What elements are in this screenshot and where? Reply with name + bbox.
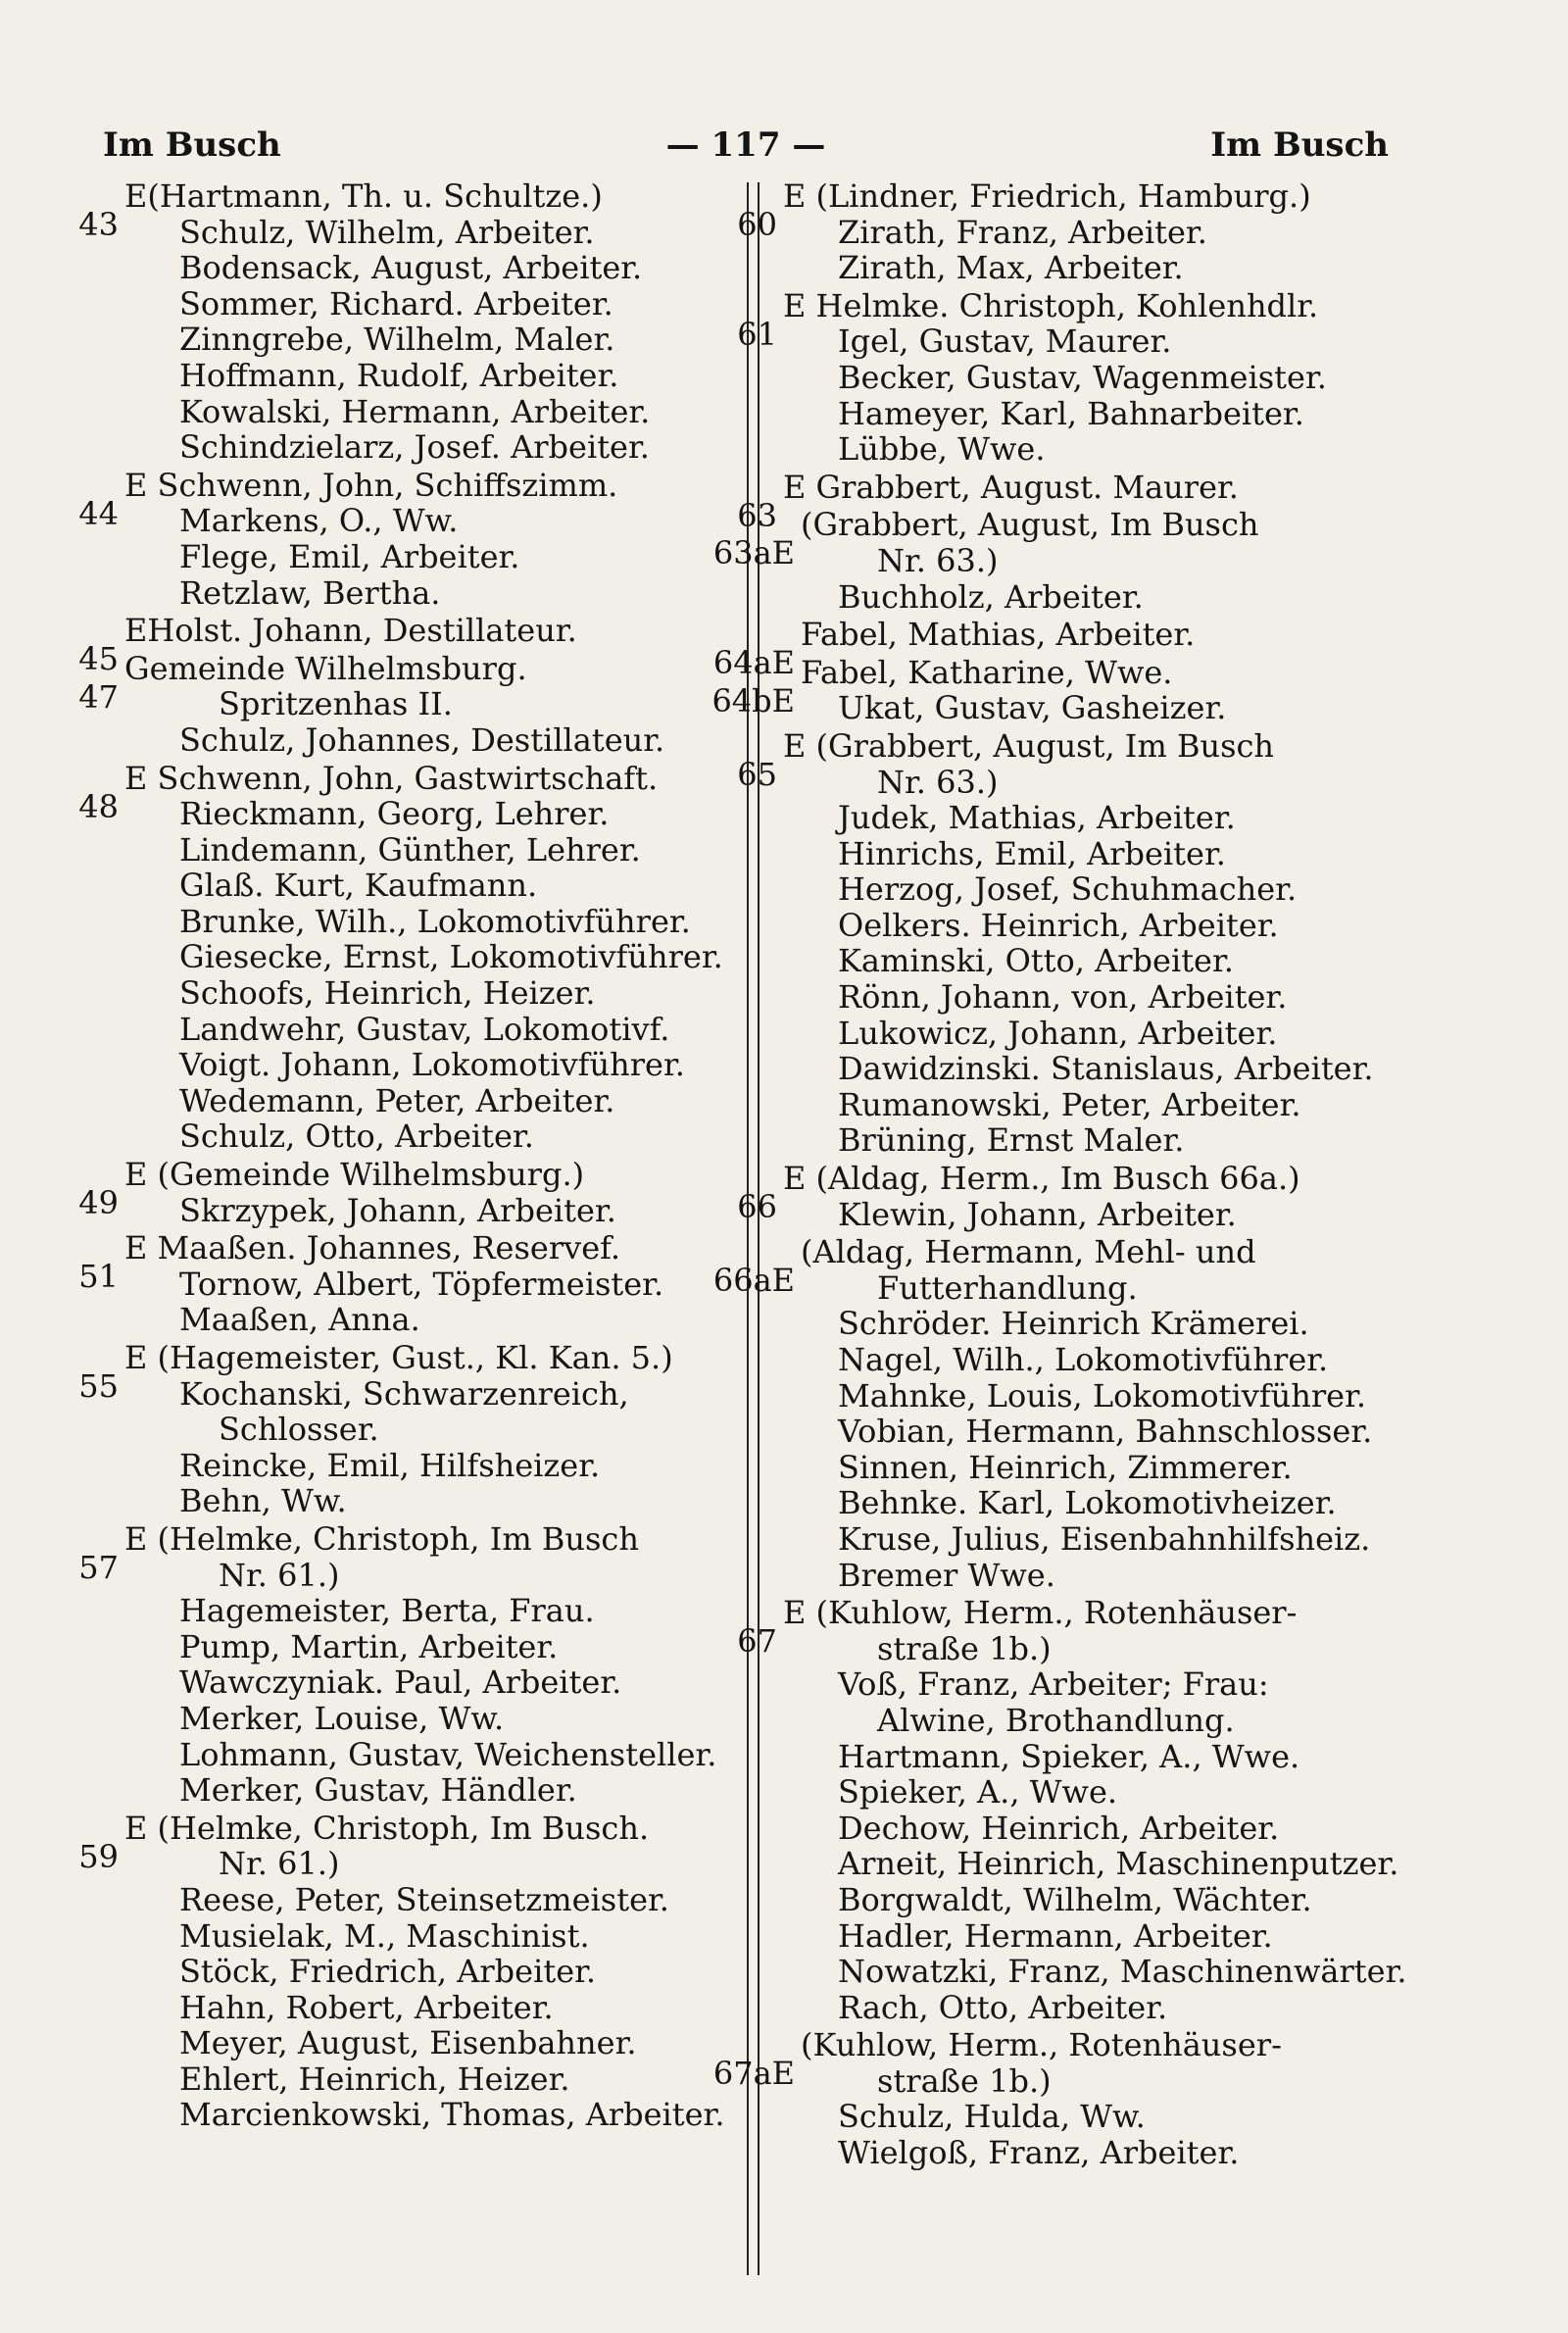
resident-entry: Ehlert, Heinrich, Heizer. xyxy=(179,2060,570,2098)
continuation-line: Nr. 61.) xyxy=(219,1556,340,1594)
resident-entry: Sommer, Richard. Arbeiter. xyxy=(179,284,613,323)
resident-entry: Bodensack, August, Arbeiter. xyxy=(179,249,643,287)
continuation-line: Schlosser. xyxy=(219,1411,379,1449)
owner-text: E (Hagemeister, Gust., Kl. Kan. 5.) xyxy=(124,1339,673,1376)
page-header xyxy=(103,116,1389,174)
resident-entry: Bremer Wwe. xyxy=(838,1556,1055,1594)
resident-entry: Dawidzinski. Stanislaus, Arbeiter. xyxy=(838,1050,1374,1088)
house-number: 55 xyxy=(78,1367,119,1405)
owner-text: Fabel, Mathias, Arbeiter. xyxy=(801,616,1196,654)
resident-entry: Rieckmann, Georg, Lehrer. xyxy=(179,795,610,833)
resident-entry: Hagemeister, Berta, Frau. xyxy=(179,1592,595,1630)
resident-entry: Lukowicz, Johann, Arbeiter. xyxy=(838,1014,1278,1052)
owner-text: E Grabbert, August. Maurer. xyxy=(783,468,1239,506)
house-number: 64aE xyxy=(712,644,795,682)
resident-entry: Vobian, Hermann, Bahnschlosser. xyxy=(838,1413,1373,1451)
owner-text: (Aldag, Hermann, Mehl- und xyxy=(801,1233,1256,1271)
resident-entry: Kowalski, Hermann, Arbeiter. xyxy=(179,392,651,430)
house-number: 64bE xyxy=(711,681,795,720)
continuation-line: Futterhandlung. xyxy=(877,1268,1138,1307)
continuation-line: Nr. 61.) xyxy=(219,1845,340,1883)
resident-entry: Behnke. Karl, Lokomotivheizer. xyxy=(838,1484,1337,1522)
resident-entry: Sinnen, Heinrich, Zimmerer. xyxy=(838,1448,1293,1486)
house-number: 57 xyxy=(78,1548,119,1586)
resident-entry: Landwehr, Gustav, Lokomotivf. xyxy=(179,1010,670,1048)
resident-entry: Glaß. Kurt, Kaufmann. xyxy=(179,867,538,905)
owner-text: (Kuhlow, Herm., Rotenhäuser- xyxy=(801,2026,1282,2064)
house-number: 47 xyxy=(78,677,119,716)
resident-entry: Schröder. Heinrich Krämerei. xyxy=(838,1305,1309,1343)
resident-entry: Kruse, Julius, Eisenbahnhilfsheiz. xyxy=(838,1519,1371,1558)
resident-entry: Maaßen, Anna. xyxy=(179,1301,420,1339)
resident-entry: Schulz, Johannes, Destillateur. xyxy=(179,720,665,759)
resident-entry: Voß, Franz, Arbeiter; Frau: xyxy=(838,1665,1269,1704)
resident-entry: Flege, Emil, Arbeiter. xyxy=(179,537,520,575)
left-column xyxy=(78,176,735,2134)
house-number: 66aE xyxy=(712,1262,795,1300)
resident-entry: Hinrichs, Emil, Arbeiter. xyxy=(838,834,1226,872)
resident-entry: Lohmann, Gustav, Weichensteller. xyxy=(179,1735,717,1773)
resident-entry: Schulz, Hulda, Ww. xyxy=(838,2098,1146,2136)
resident-entry: Kochanski, Schwarzenreich, xyxy=(179,1374,629,1413)
house-number: 61 xyxy=(737,315,777,353)
house-number: 49 xyxy=(78,1184,119,1222)
resident-entry: Merker, Gustav, Händler. xyxy=(179,1771,577,1810)
house-number: 63 xyxy=(737,496,777,534)
resident-entry: Schindzielarz, Josef. Arbeiter. xyxy=(179,428,650,467)
resident-entry: Schulz, Wilhelm, Arbeiter. xyxy=(179,213,595,251)
resident-entry: Skrzypek, Johann, Arbeiter. xyxy=(179,1191,616,1229)
resident-entry: Schoofs, Heinrich, Heizer. xyxy=(179,974,596,1013)
header-street-left: Im Busch xyxy=(103,125,281,165)
resident-entry: Brunke, Wilh., Lokomotivführer. xyxy=(179,902,691,940)
owner-text: E Helmke. Christoph, Kohlenhdlr. xyxy=(783,286,1319,324)
resident-entry: Mahnke, Louis, Lokomotivführer. xyxy=(838,1376,1367,1415)
resident-entry: Spieker, A., Wwe. xyxy=(838,1773,1118,1812)
owner-text: Gemeinde Wilhelmsburg. xyxy=(124,649,527,687)
resident-entry: Nowatzki, Franz, Maschinenwärter. xyxy=(838,1953,1407,1991)
resident-entry: Markens, O., Ww. xyxy=(179,502,459,540)
resident-entry: Herzog, Josef, Schuhmacher. xyxy=(838,870,1298,909)
owner-text: E (Grabbert, August, Im Busch xyxy=(783,726,1275,765)
resident-entry: Arneit, Heinrich, Maschinenputzer. xyxy=(838,1845,1399,1883)
resident-entry: Hameyer, Karl, Bahnarbeiter. xyxy=(838,394,1304,432)
resident-entry: Reincke, Emil, Hilfsheizer. xyxy=(179,1446,601,1484)
owner-text: E (Aldag, Herm., Im Busch 66a.) xyxy=(783,1160,1300,1198)
house-number: 45 xyxy=(78,640,119,678)
house-number: 65 xyxy=(737,755,777,793)
owner-text: E Maaßen. Johannes, Reservef. xyxy=(124,1229,620,1267)
resident-entry: Wedemann, Peter, Arbeiter. xyxy=(179,1081,615,1119)
continuation-line: straße 1b.) xyxy=(877,1629,1052,1667)
resident-entry: Rönn, Johann, von, Arbeiter. xyxy=(838,978,1288,1017)
resident-entry: Ukat, Gustav, Gasheizer. xyxy=(838,689,1227,727)
owner-text: (Grabbert, August, Im Busch xyxy=(801,506,1259,544)
resident-entry: Kaminski, Otto, Arbeiter. xyxy=(838,942,1234,980)
resident-entry: Wielgoß, Franz, Arbeiter. xyxy=(838,2134,1240,2172)
continuation-line: Nr. 63.) xyxy=(877,541,999,579)
resident-entry: Lindemann, Günther, Lehrer. xyxy=(179,830,641,869)
resident-entry: Dechow, Heinrich, Arbeiter. xyxy=(838,1809,1280,1847)
owner-text: E (Gemeinde Wilhelmsburg.) xyxy=(124,1156,585,1194)
house-number: 59 xyxy=(78,1837,119,1875)
resident-entry: Klewin, Johann, Arbeiter. xyxy=(838,1195,1237,1233)
resident-entry: Judek, Mathias, Arbeiter. xyxy=(838,799,1236,837)
resident-entry: Retzlaw, Bertha. xyxy=(179,573,441,612)
resident-entry: Zinngrebe, Wilhelm, Maler. xyxy=(179,321,615,359)
resident-entry: Giesecke, Ernst, Lokomotivführer. xyxy=(179,938,723,976)
resident-entry: Zirath, Max, Arbeiter. xyxy=(838,249,1184,287)
resident-entry: Becker, Gustav, Wagenmeister. xyxy=(838,358,1327,396)
owner-text: E (Helmke, Christoph, Im Busch. xyxy=(124,1809,650,1847)
resident-entry: Lübbe, Wwe. xyxy=(838,430,1046,469)
resident-entry: Rumanowski, Peter, Arbeiter. xyxy=(838,1085,1301,1123)
resident-entry: Rach, Otto, Arbeiter. xyxy=(838,1988,1168,2026)
resident-entry: Hartmann, Spieker, A., Wwe. xyxy=(838,1737,1300,1775)
resident-entry: Tornow, Albert, Töpfermeister. xyxy=(179,1265,664,1303)
resident-entry: Behn, Ww. xyxy=(179,1482,347,1520)
resident-entry: Oelkers. Heinrich, Arbeiter. xyxy=(838,906,1279,944)
owner-text: E (Lindner, Friedrich, Hamburg.) xyxy=(783,177,1311,215)
resident-entry: Buchholz, Arbeiter. xyxy=(838,577,1144,616)
resident-entry: Marcienkowski, Thomas, Arbeiter. xyxy=(179,2096,725,2134)
house-number: 43 xyxy=(78,206,119,243)
resident-entry: Reese, Peter, Steinsetzmeister. xyxy=(179,1880,669,1918)
house-number: 67aE xyxy=(712,2055,795,2093)
resident-entry: Stöck, Friedrich, Arbeiter. xyxy=(179,1953,597,1991)
resident-entry: Hoffmann, Rudolf, Arbeiter. xyxy=(179,356,619,394)
right-column xyxy=(711,176,1408,2172)
house-number: 60 xyxy=(737,206,777,243)
continuation-line: straße 1b.) xyxy=(877,2061,1052,2100)
resident-entry: Borgwaldt, Wilhelm, Wächter. xyxy=(838,1880,1312,1918)
resident-entry: Igel, Gustav, Maurer. xyxy=(838,323,1172,361)
house-number: 67 xyxy=(737,1622,777,1661)
page-number: — 117 — xyxy=(665,125,826,165)
resident-entry: Pump, Martin, Arbeiter. xyxy=(179,1627,559,1665)
owner-text: E Schwenn, John, Gastwirtschaft. xyxy=(124,759,659,797)
resident-entry: Brüning, Ernst Maler. xyxy=(838,1121,1185,1160)
resident-entry: Meyer, August, Eisenbahner. xyxy=(179,2024,637,2062)
owner-text: E (Helmke, Christoph, Im Busch xyxy=(124,1519,639,1558)
house-number: 48 xyxy=(78,787,119,825)
owner-text: E (Kuhlow, Herm., Rotenhäuser- xyxy=(783,1594,1298,1632)
continuation-line: Spritzenhas II. xyxy=(219,685,453,723)
resident-entry: Voigt. Johann, Lokomotivführer. xyxy=(179,1046,685,1084)
owner-text: EHolst. Johann, Destillateur. xyxy=(124,612,577,650)
header-street-right: Im Busch xyxy=(1210,125,1389,165)
resident-entry: Zirath, Franz, Arbeiter. xyxy=(838,213,1207,251)
resident-entry: Wawczyniak. Paul, Arbeiter. xyxy=(179,1663,622,1702)
resident-entry: Nagel, Wilh., Lokomotivführer. xyxy=(838,1341,1329,1378)
house-number: 63aE xyxy=(712,534,795,572)
resident-entry: Schulz, Otto, Arbeiter. xyxy=(179,1117,534,1156)
resident-entry: Hahn, Robert, Arbeiter. xyxy=(179,1988,554,2026)
owner-text: E(Hartmann, Th. u. Schultze.) xyxy=(124,177,603,215)
continuation-line: Nr. 63.) xyxy=(877,763,999,801)
owner-text: Fabel, Katharine, Wwe. xyxy=(801,653,1173,691)
resident-entry: Musielak, M., Maschinist. xyxy=(179,1916,590,1955)
house-number: 66 xyxy=(737,1188,777,1226)
house-number: 44 xyxy=(78,494,119,532)
house-number: 51 xyxy=(78,1258,119,1296)
resident-entry: Merker, Louise, Ww. xyxy=(179,1699,505,1737)
continuation-line: Alwine, Brothandlung. xyxy=(877,1701,1235,1739)
resident-entry: Hadler, Hermann, Arbeiter. xyxy=(838,1916,1273,1955)
owner-text: E Schwenn, John, Schiffszimm. xyxy=(124,466,618,504)
